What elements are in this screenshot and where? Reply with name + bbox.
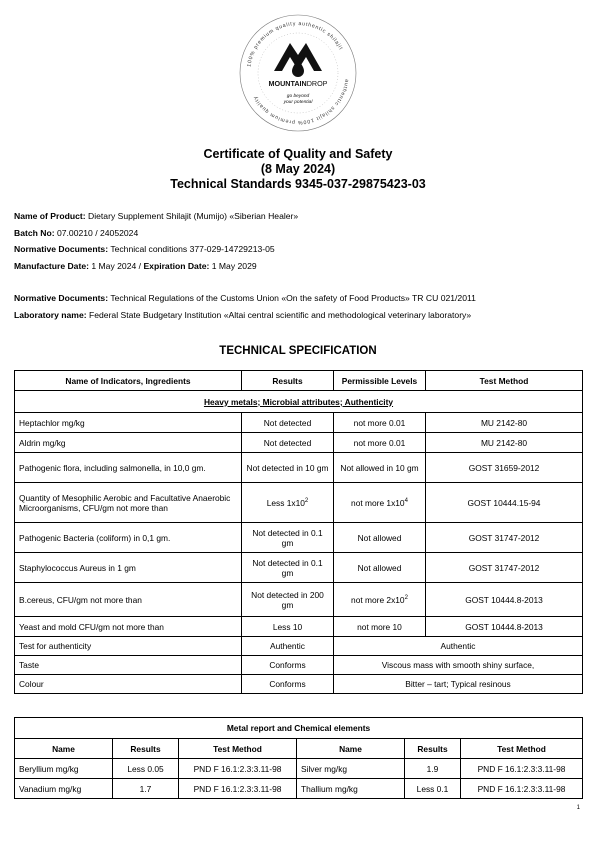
indicator-method-text: MU 2142-80: [480, 437, 528, 448]
indicator-name-text: Staphylococcus Aureus in 1 gm: [19, 562, 136, 573]
normative-line: [14, 241, 298, 258]
regulations-info: [14, 290, 476, 323]
product-info: [14, 208, 298, 274]
indicator-name: Taste: [15, 656, 242, 675]
normative-label: Normative Documents:: [14, 244, 109, 254]
metal-title-row: [15, 718, 583, 739]
indicator-name-text: Quantity of Mesophilic Aerobic and Facultative Anaerobic Microorganisms, CFU/gm not more than: [19, 492, 231, 513]
laboratory-label: Laboratory name:: [14, 309, 87, 320]
manufacture-label: Manufacture Date:: [14, 260, 89, 271]
indicator-name: [15, 483, 242, 523]
metal-cell: Less 0.1: [405, 779, 461, 799]
regulation-label: Normative Documents:: [14, 293, 109, 303]
indicator-result: Authentic: [242, 637, 334, 656]
indicator-level-text: not more 0.01: [353, 437, 406, 448]
section-row: [15, 391, 583, 413]
indicator-method: [426, 433, 583, 453]
indicator-level-text: not more 2x10: [351, 594, 405, 605]
spec-row: [15, 523, 583, 553]
col-header-method: Test Method: [426, 371, 583, 391]
indicator-level: [334, 483, 426, 523]
batch-label: Batch No:: [14, 227, 55, 238]
indicator-method-text: GOST 10444.8-2013: [465, 621, 543, 632]
product-name-label: Name of Product:: [14, 211, 86, 221]
certificate-header: [0, 147, 596, 192]
technical-standards: Technical Standards 9345-037-29875423-03: [170, 177, 426, 191]
indicator-result-text: Not detected in 200 gm: [251, 589, 324, 610]
indicator-level-text: Not allowed: [357, 562, 402, 573]
mountain-drop-icon: [274, 43, 322, 77]
indicator-name: [15, 523, 242, 553]
indicator-level-text: not more 0.01: [353, 417, 406, 428]
indicator-method-text: GOST 31747-2012: [468, 532, 540, 543]
spec-row: [15, 453, 583, 483]
metal-cell: Vanadium mg/kg: [15, 779, 113, 799]
indicator-name-text: B.cereus, CFU/gm not more than: [19, 594, 142, 605]
indicator-name: [15, 553, 242, 583]
indicator-result: [242, 433, 334, 453]
brand-logo: [238, 13, 358, 133]
logo-brand-bold: MOUNTAIN: [268, 79, 307, 88]
indicator-level: [334, 433, 426, 453]
indicator-result-exponent: 2: [304, 497, 309, 504]
indicator-level-text: Not allowed in 10 gm: [340, 462, 419, 473]
regulation-value: Technical Regulations of the Customs Union «On the safety of Food Products» TR CU 021/2011: [110, 293, 476, 303]
indicator-level-text: Not allowed: [357, 532, 402, 543]
metal-row: [15, 779, 583, 799]
laboratory-line: [14, 307, 476, 324]
indicator-method: [426, 413, 583, 433]
indicator-method-text: GOST 31659-2012: [468, 462, 540, 473]
metal-cell: 1.7: [113, 779, 179, 799]
metal-title: Metal report and Chemical elements: [15, 718, 583, 739]
indicator-result: [242, 617, 334, 637]
indicator-level: [334, 553, 426, 583]
spec-header-row: [15, 371, 583, 391]
logo-seal: [238, 13, 358, 133]
indicator-name-text: Heptachlor mg/kg: [19, 417, 85, 428]
batch-value: 07.00210 / 24052024: [56, 227, 139, 238]
metal-col-header: Name: [15, 739, 113, 759]
metal-cell: PND F 16.1:2.3:3.11-98: [179, 779, 297, 799]
indicator-method: [426, 483, 583, 523]
metal-cell: PND F 16.1:2.3:3.11-98: [461, 759, 583, 779]
indicator-method: [426, 553, 583, 583]
svg-text:MOUNTAINDROP: [269, 79, 328, 88]
logo-ring-bottom: authentic shilajit 100% premium quality: [252, 78, 350, 126]
indicator-result-text: Not detected in 0.1 gm: [252, 557, 323, 578]
indicator-result: [242, 453, 334, 483]
laboratory-value: Federal State Budgetary Institution «Altai central scientific and methodological veterinary laboratory»: [88, 309, 472, 320]
indicator-name-text: Pathogenic flora, including salmonella, in 10,0 gm.: [19, 462, 206, 473]
indicator-name: [15, 433, 242, 453]
indicator-result: [242, 483, 334, 523]
indicator-value: Viscous mass with smooth shiny surface,: [334, 656, 583, 675]
indicator-result: [242, 413, 334, 433]
manufacture-value: 1 May 2024 /: [91, 260, 142, 271]
indicator-method-text: GOST 31747-2012: [468, 562, 540, 573]
col-header-results: Results: [242, 371, 334, 391]
section-heading: Heavy metals; Microbial attributes; Authenticity: [15, 391, 583, 413]
indicator-result: [242, 553, 334, 583]
indicator-result-text: Not detected: [263, 417, 312, 428]
expiration-value: 1 May 2029: [211, 260, 257, 271]
indicator-value: Authentic: [334, 637, 583, 656]
indicator-level-text: not more 1x10: [351, 497, 405, 508]
regulation-line: [14, 290, 476, 307]
indicator-level-exponent: 2: [404, 594, 408, 601]
spec-row: [15, 617, 583, 637]
metal-cell: Silver mg/kg: [297, 759, 405, 779]
dates-line: [14, 258, 298, 275]
indicator-level: [334, 453, 426, 483]
indicator-name: Colour: [15, 675, 242, 694]
product-name-line: [14, 208, 298, 225]
batch-line: [14, 225, 298, 242]
logo-tagline-2: your potential: [283, 100, 313, 105]
indicator-name-text: Aldrin mg/kg: [19, 437, 66, 448]
normative-value: Technical conditions 377-029-14729213-05: [110, 244, 275, 254]
page-number: 1: [576, 805, 580, 811]
logo-ring-top: 100% premium quality authentic shilajit: [246, 20, 344, 68]
indicator-result-text: Less 10: [272, 621, 303, 632]
col-header-name: Name of Indicators, Ingredients: [15, 371, 242, 391]
indicator-result-text: Not detected in 0.1 gm: [252, 527, 323, 548]
indicator-level-exponent: 4: [404, 497, 408, 504]
spec-merged-row: [15, 675, 583, 694]
indicator-level: [334, 617, 426, 637]
metal-cell: Thallium mg/kg: [297, 779, 405, 799]
spec-merged-row: [15, 656, 583, 675]
indicator-name: Test for authenticity: [15, 637, 242, 656]
spec-merged-row: [15, 637, 583, 656]
metal-cell: Less 0.05: [113, 759, 179, 779]
metal-cell: PND F 16.1:2.3:3.11-98: [461, 779, 583, 799]
metal-cell: Beryllium mg/kg: [15, 759, 113, 779]
indicator-result-text: Not detected: [263, 437, 312, 448]
indicator-method: [426, 453, 583, 483]
indicator-result: Conforms: [242, 656, 334, 675]
indicator-name: [15, 583, 242, 617]
metal-col-header: Results: [113, 739, 179, 759]
metal-col-header: Test Method: [179, 739, 297, 759]
indicator-level: [334, 523, 426, 553]
metal-col-header: Name: [297, 739, 405, 759]
indicator-level: [334, 583, 426, 617]
logo-tagline-1: go beyond: [286, 94, 310, 99]
spec-row: [15, 483, 583, 523]
expiration-label: Expiration Date:: [143, 260, 210, 271]
spec-row: [15, 433, 583, 453]
indicator-result-text: Less 1x10: [266, 497, 305, 508]
indicator-level: [334, 413, 426, 433]
indicator-method-text: GOST 10444.8-2013: [465, 594, 543, 605]
indicator-name: [15, 617, 242, 637]
metal-cell: PND F 16.1:2.3:3.11-98: [179, 759, 297, 779]
col-header-levels: Permissible Levels: [334, 371, 426, 391]
spec-title: TECHNICAL SPECIFICATION: [219, 345, 377, 357]
indicator-result: Conforms: [242, 675, 334, 694]
indicator-value: Bitter – tart; Typical resinous: [334, 675, 583, 694]
metal-col-header: Test Method: [461, 739, 583, 759]
certificate-title: Certificate of Quality and Safety: [203, 147, 393, 161]
spec-row: [15, 413, 583, 433]
indicator-result-text: Not detected in 10 gm: [246, 462, 329, 473]
spec-row: [15, 583, 583, 617]
indicator-name: [15, 453, 242, 483]
certificate-date: (8 May 2024): [260, 162, 336, 176]
indicator-method: [426, 523, 583, 553]
spec-table: [14, 370, 583, 694]
metal-header-row: [15, 739, 583, 759]
indicator-level-text: not more 10: [357, 621, 402, 632]
logo-brand-light: DROP: [306, 79, 328, 88]
indicator-method-text: MU 2142-80: [480, 417, 528, 428]
indicator-method: [426, 617, 583, 637]
product-name-value: Dietary Supplement Shilajit (Mumijo) «Siberian Healer»: [88, 211, 299, 221]
indicator-name: [15, 413, 242, 433]
indicator-method-text: GOST 10444.15-94: [467, 497, 541, 508]
spec-row: [15, 553, 583, 583]
indicator-name-text: Pathogenic Bacteria (coliform) in 0,1 gm.: [19, 532, 171, 543]
metal-table: [14, 717, 583, 799]
metal-row: [15, 759, 583, 779]
indicator-result: [242, 583, 334, 617]
indicator-name-text: Yeast and mold CFU/gm not more than: [19, 621, 164, 632]
metal-cell: 1.9: [405, 759, 461, 779]
indicator-result: [242, 523, 334, 553]
metal-col-header: Results: [405, 739, 461, 759]
indicator-method: [426, 583, 583, 617]
